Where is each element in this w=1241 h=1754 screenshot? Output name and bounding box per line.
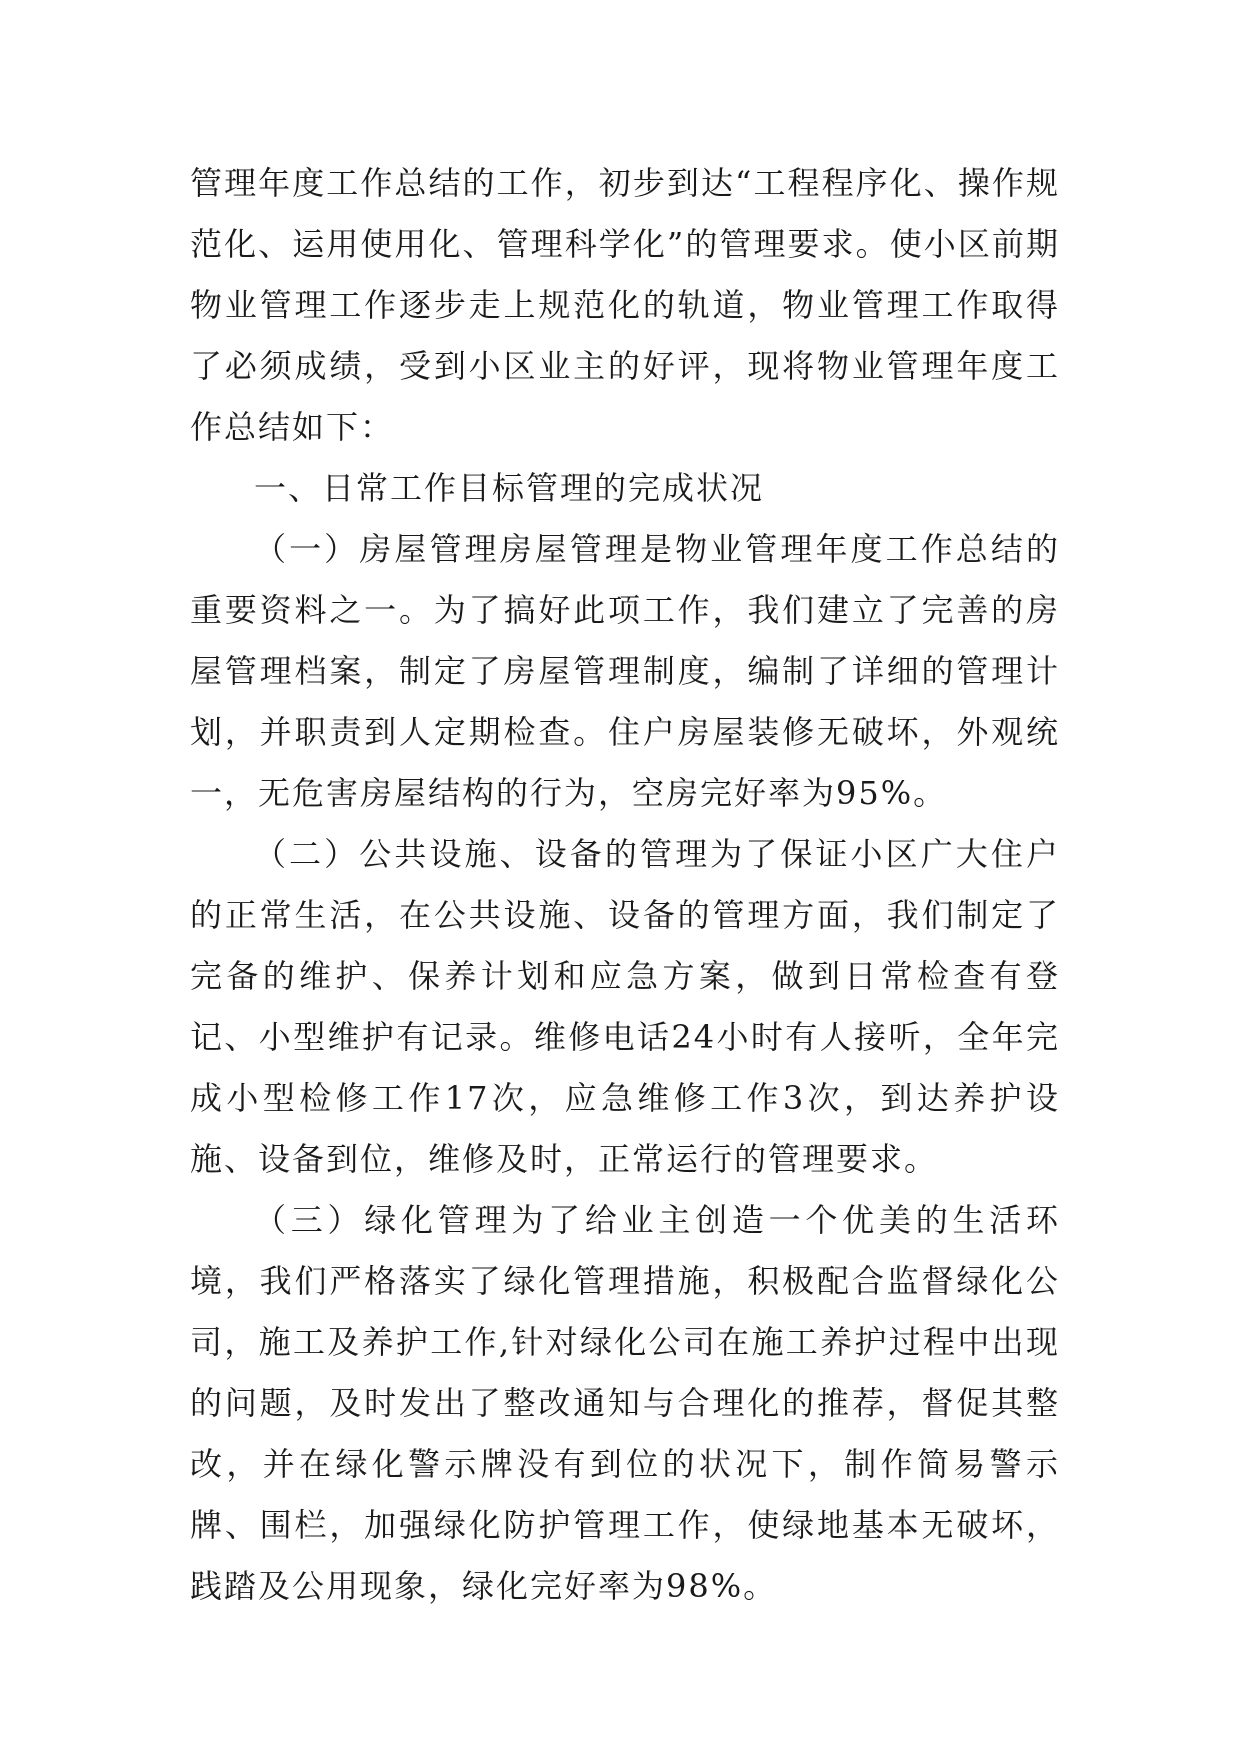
- paragraph-housing-management: （一）房屋管理房屋管理是物业管理年度工作总结的重要资料之一。为了搞好此项工作，我们建立了完善的房屋管理档案，制定了房屋管理制度，编制了详细的管理计划，并职责到人定期检查。住户房屋装修无破坏，外观统一，无危害房屋结构的行为，空房完好率为95%。: [190, 530, 1060, 812]
- paragraph-public-facilities: （二）公共设施、设备的管理为了保证小区广大住户的正常生活，在公共设施、设备的管理方面，我们制定了完备的维护、保养计划和应急方案，做到日常检查有登记、小型维护有记录。维修电话24小时有人接听，全年完成小型检修工作17次，应急维修工作3次，到达养护设施、设备到位，维修及时，正常运行的管理要求。: [190, 835, 1060, 1178]
- intro-paragraph: 管理年度工作总结的工作，初步到达“工程程序化、操作规范化、运用使用化、管理科学化”的管理要求。使小区前期物业管理工作逐步走上规范化的轨道，物业管理工作取得了必须成绩，受到小区业主的好评，现将物业管理年度工作总结如下：: [190, 164, 1060, 446]
- section-heading-daily-work: 一、日常工作目标管理的完成状况: [254, 469, 765, 507]
- paragraph-greening-management: （三）绿化管理为了给业主创造一个优美的生活环境，我们严格落实了绿化管理措施，积极配合监督绿化公司，施工及养护工作,针对绿化公司在施工养护过程中出现的问题，及时发出了整改通知与合理化的推荐，督促其整改，并在绿化警示牌没有到位的状况下，制作简易警示牌、围栏，加强绿化防护管理工作，使绿地基本无破坏，践踏及公用现象，绿化完好率为98%。: [190, 1201, 1060, 1605]
- document-body: [190, 153, 1060, 1617]
